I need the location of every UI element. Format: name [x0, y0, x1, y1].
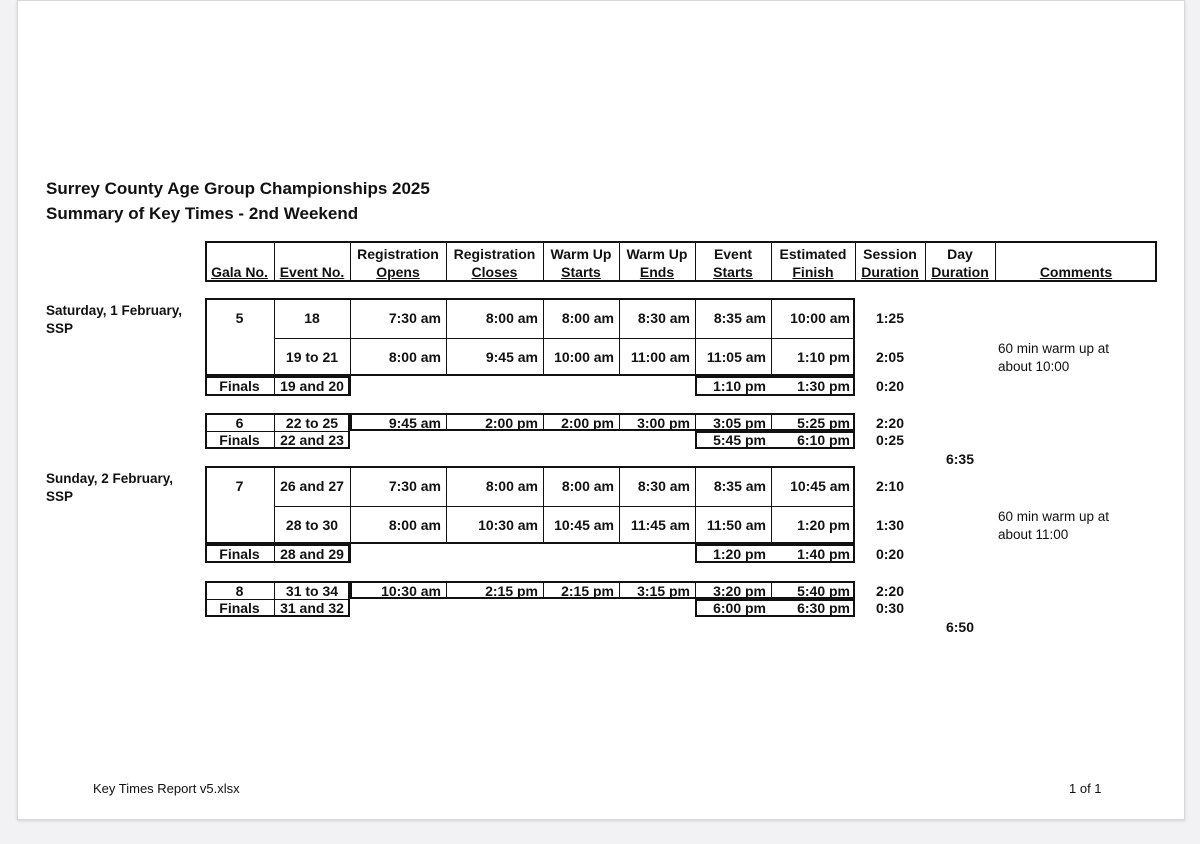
column-header: Event No. — [279, 264, 345, 280]
est-finish-cell: 5:25 pm — [797, 415, 850, 431]
column-header-top: Estimated — [779, 246, 847, 262]
est-finish-cell: 6:30 pm — [797, 600, 850, 616]
column-header: Duration — [931, 264, 989, 280]
comment-text: 60 min warm up at — [998, 509, 1110, 524]
day-label: Saturday, 1 February, — [46, 303, 183, 318]
warmup-starts-cell: 8:00 am — [561, 478, 614, 494]
event-cell: 31 to 34 — [285, 583, 339, 599]
grid-line — [695, 466, 696, 544]
column-header: Ends — [639, 264, 675, 280]
warmup-starts-cell: 10:45 am — [554, 517, 614, 533]
grid-line — [771, 298, 772, 376]
column-header-top: Warm Up — [550, 246, 612, 262]
event-starts-cell: 1:20 pm — [713, 546, 766, 562]
footer-filename: Key Times Report v5.xlsx — [93, 781, 240, 796]
event-cell: 22 and 23 — [280, 432, 344, 448]
grid-line — [446, 466, 447, 544]
reg-opens-cell: 7:30 am — [388, 310, 441, 326]
column-header: Comments — [1039, 264, 1113, 280]
warmup-starts-cell: 2:15 pm — [561, 583, 614, 599]
grid-line — [543, 298, 544, 376]
column-header: Gala No. — [211, 264, 268, 280]
event-starts-cell: 11:05 am — [706, 349, 766, 365]
gala-cell: 6 — [235, 415, 244, 431]
column-header: Finish — [792, 264, 834, 280]
reg-opens-cell: 7:30 am — [388, 478, 441, 494]
day-venue: SSP — [46, 489, 74, 504]
warmup-starts-cell: 10:00 am — [554, 349, 614, 365]
gala-cell: Finals — [219, 600, 260, 616]
column-header: Starts — [561, 264, 601, 280]
event-starts-cell: 3:05 pm — [713, 415, 766, 431]
gala-cell: Finals — [219, 378, 260, 394]
est-finish-cell: 10:45 am — [790, 478, 850, 494]
gala-cell: Finals — [219, 432, 260, 448]
warmup-ends-cell: 11:45 am — [630, 517, 690, 533]
event-cell: 28 and 29 — [280, 546, 344, 562]
comment-text: about 11:00 — [998, 527, 1069, 542]
column-header-top: Warm Up — [626, 246, 688, 262]
reg-closes-cell: 2:00 pm — [485, 415, 538, 431]
comment-text: 60 min warm up at — [998, 341, 1110, 356]
day-label: Sunday, 2 February, — [46, 471, 174, 486]
event-cell: 22 to 25 — [285, 415, 339, 431]
session-duration-cell: 0:25 — [875, 432, 905, 448]
reg-opens-cell: 8:00 am — [388, 517, 441, 533]
reg-closes-cell: 10:30 am — [478, 517, 538, 533]
event-cell: 26 and 27 — [280, 478, 344, 494]
document-page — [17, 0, 1185, 820]
column-header: Opens — [376, 264, 420, 280]
event-cell: 28 to 30 — [285, 517, 339, 533]
session-duration-cell: 0:30 — [875, 600, 905, 616]
day-venue: SSP — [46, 321, 74, 336]
reg-opens-cell: 10:30 am — [381, 583, 441, 599]
gala-cell: Finals — [219, 546, 260, 562]
est-finish-cell: 1:10 pm — [797, 349, 850, 365]
grid-line — [446, 298, 447, 376]
report-subtitle: Summary of Key Times - 2nd Weekend — [46, 204, 359, 223]
event-cell: 19 to 21 — [285, 349, 339, 365]
event-starts-cell: 6:00 pm — [713, 600, 766, 616]
session-duration-cell: 1:25 — [875, 310, 905, 326]
column-header-top: Registration — [357, 246, 439, 262]
event-cell: 31 and 32 — [280, 600, 344, 616]
session-duration-cell: 2:20 — [875, 583, 905, 599]
event-starts-cell: 11:50 am — [706, 517, 766, 533]
est-finish-cell: 1:40 pm — [797, 546, 850, 562]
est-finish-cell: 6:10 pm — [797, 432, 850, 448]
gala-cell: 5 — [235, 310, 244, 326]
grid-line — [274, 338, 855, 339]
est-finish-cell: 1:20 pm — [797, 517, 850, 533]
warmup-ends-cell: 8:30 am — [637, 310, 690, 326]
warmup-ends-cell: 3:00 pm — [637, 415, 690, 431]
column-header: Duration — [861, 264, 919, 280]
event-starts-cell: 3:20 pm — [713, 583, 766, 599]
comment-text: about 10:00 — [998, 359, 1070, 374]
reg-closes-cell: 2:15 pm — [485, 583, 538, 599]
est-finish-cell: 10:00 am — [790, 310, 850, 326]
event-cell: 19 and 20 — [280, 378, 344, 394]
warmup-ends-cell: 3:15 pm — [637, 583, 690, 599]
report-title: Surrey County Age Group Championships 2025 — [46, 179, 430, 198]
reg-closes-cell: 8:00 am — [485, 478, 538, 494]
column-header: Starts — [713, 264, 753, 280]
session-duration-cell: 1:30 — [875, 517, 905, 533]
est-finish-cell: 1:30 pm — [797, 378, 850, 394]
gala-cell: 7 — [235, 478, 244, 494]
grid-line — [771, 466, 772, 544]
column-header-top: Session — [863, 246, 917, 262]
session-duration-cell: 2:20 — [875, 415, 905, 431]
warmup-ends-cell: 11:00 am — [630, 349, 690, 365]
session-duration-cell: 2:10 — [875, 478, 905, 494]
grid-line — [695, 298, 696, 376]
column-header-top: Event — [713, 246, 753, 262]
event-starts-cell: 8:35 am — [713, 310, 766, 326]
grid-line — [274, 506, 855, 507]
reg-opens-cell: 9:45 am — [388, 415, 441, 431]
day-duration: 6:50 — [945, 619, 975, 635]
est-finish-cell: 5:40 pm — [797, 583, 850, 599]
event-cell: 18 — [304, 310, 320, 326]
warmup-ends-cell: 8:30 am — [637, 478, 690, 494]
reg-closes-cell: 8:00 am — [485, 310, 538, 326]
session-duration-cell: 0:20 — [875, 378, 905, 394]
column-header: Closes — [471, 264, 518, 280]
event-starts-cell: 5:45 pm — [713, 432, 766, 448]
warmup-starts-cell: 8:00 am — [561, 310, 614, 326]
grid-line — [543, 466, 544, 544]
footer-page-number: 1 of 1 — [1069, 781, 1102, 796]
warmup-starts-cell: 2:00 pm — [561, 415, 614, 431]
session-duration-cell: 2:05 — [875, 349, 905, 365]
grid-line — [619, 298, 620, 376]
event-starts-cell: 1:10 pm — [713, 378, 766, 394]
reg-opens-cell: 8:00 am — [388, 349, 441, 365]
event-starts-cell: 8:35 am — [713, 478, 766, 494]
day-duration: 6:35 — [945, 451, 975, 467]
gala-cell: 8 — [235, 583, 244, 599]
column-header-top: Registration — [453, 246, 536, 262]
session-duration-cell: 0:20 — [875, 546, 905, 562]
grid-line — [619, 466, 620, 544]
column-header-top: Day — [947, 246, 973, 262]
reg-closes-cell: 9:45 am — [485, 349, 538, 365]
